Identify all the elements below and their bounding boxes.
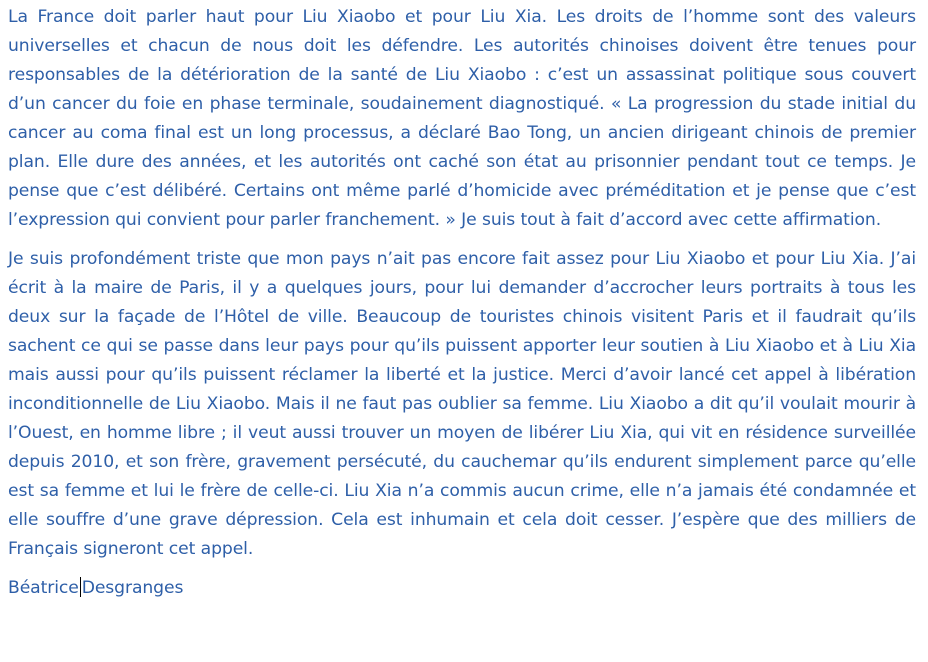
paragraph-1: La France doit parler haut pour Liu Xiaobo et pour Liu Xia. Les droits de l’homme sont des valeurs universelles et chacun de nous doit les défendre. Les autorités chinoises doivent être tenues pour responsables de la détérioration de la santé de Liu Xiaobo : c’est un assassinat politique sous couvert d’un cancer du foie en phase terminale, soudainement diagnostiqué. « La progression du stade initial du cancer au coma final est un long processus, a déclaré Bao Tong, un ancien dirigeant chinois de premier plan. Elle dure des années, et les autorités ont caché son état au prisonnier pendant tout ce temps. Je pense que c’est délibéré. Certains ont même parlé d’homicide avec préméditation et je pense que c’est l’expression qui convient pour parler franchement. » Je suis tout à fait d’accord avec cette affirmation. xyxy=(8,7,916,230)
signature-last-name: Desgranges xyxy=(81,578,184,598)
text-caret xyxy=(80,577,81,597)
signature xyxy=(8,574,916,603)
paragraph-2: Je suis profondément triste que mon pays n’ait pas encore fait assez pour Liu Xiaobo et pour Liu Xia. J’ai écrit à la maire de Paris, il y a quelques jours, pour lui demander d’accrocher leurs portraits à tous les deux sur la façade de l’Hôtel de ville. Beaucoup de touristes chinois visitent Paris et il faudrait qu’ils sachent ce qui se passe dans leur pays pour qu’ils puissent apporter leur soutien à Liu Xiaobo et à Liu Xia mais aussi pour qu’ils puissent réclamer la liberté et la justice. Merci d’avoir lancé cet appel à libération inconditionnelle de Liu Xiaobo. Mais il ne faut pas oublier sa femme. Liu Xiaobo a dit qu’il voulait mourir à l’Ouest, en homme libre ; il veut aussi trouver un moyen de libérer Liu Xia, qui vit en résidence surveillée depuis 2010, et son frère, gravement persécuté, du cauchemar qu’ils endurent simplement parce qu’elle est sa femme et lui le frère de celle-ci. Liu Xia n’a commis aucun crime, elle n’a jamais été condamnée et elle souffre d’une grave dépression. Cela est inhumain et cela doit cesser. J’espère que des milliers de Français signeront cet appel. xyxy=(8,249,916,559)
document-body[interactable] xyxy=(8,3,916,603)
signature-first-name: Béatrice xyxy=(8,578,79,598)
